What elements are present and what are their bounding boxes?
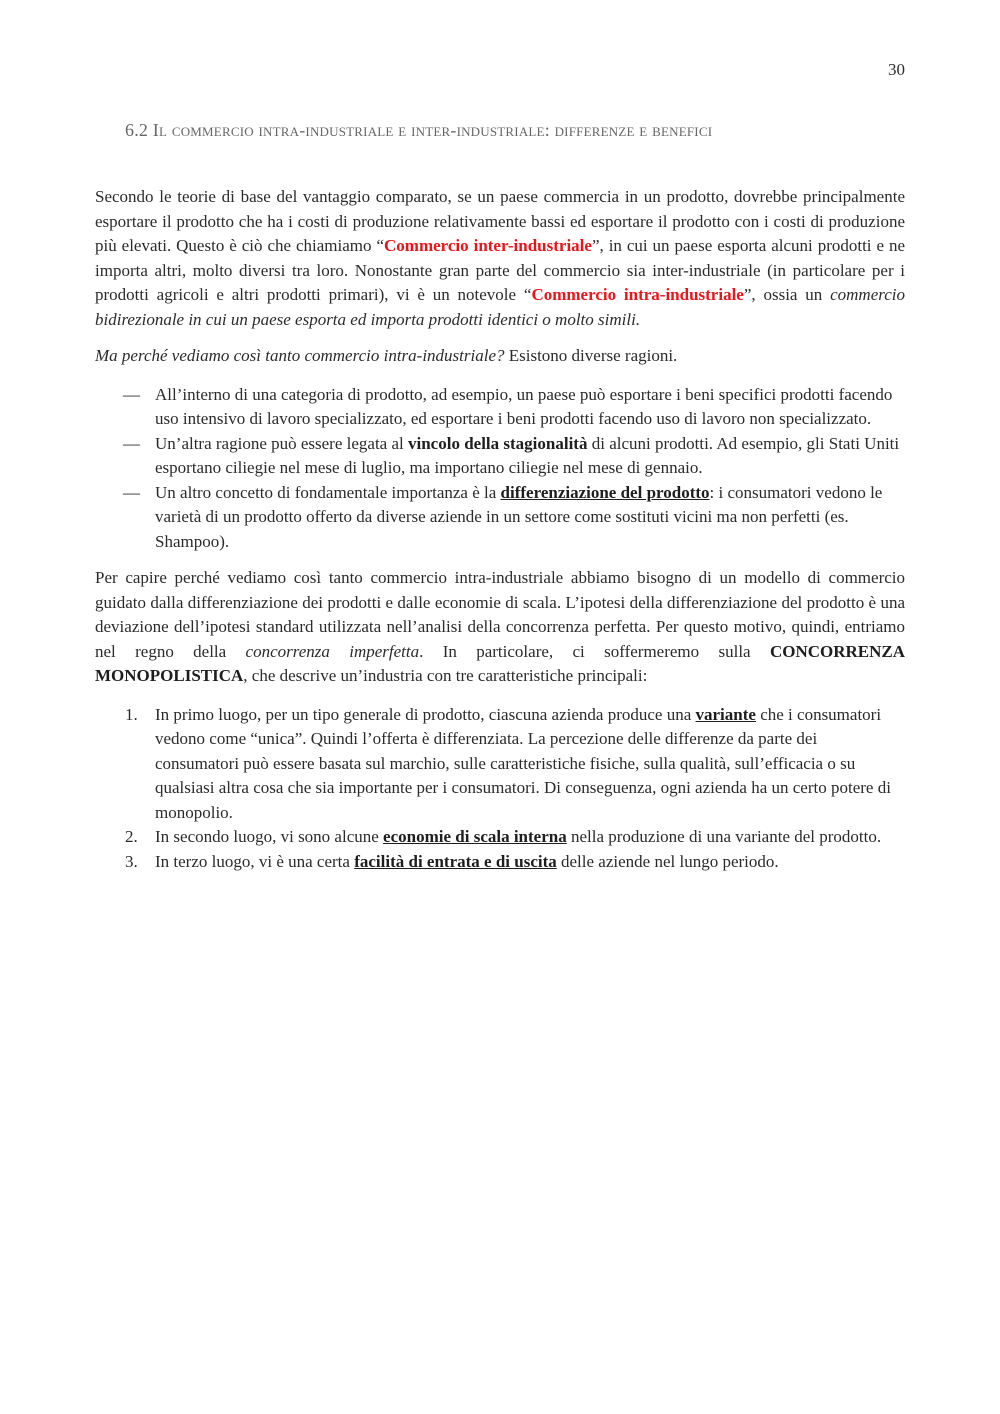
text: In terzo luogo, vi è una certa [155,851,355,871]
list-item [95,825,905,850]
text: , che descrive un’industria con tre caratteristiche principali: [243,666,648,685]
text: Un altro concetto di fondamentale importanza è la [155,482,501,502]
question-italic: Ma perché vediamo così tanto commercio intra-industriale? [95,346,505,365]
text: ”, in cui un paese esporta alcuni prodotti e ne importa altri, molto diversi tra loro. Nonostante gran parte del commercio sia inter-industriale (in particolare per i prodotti agricoli e altri prodotti primari), vi è un notevole “ [95,236,905,304]
term-imperfect-competition: concorrenza imperfetta [245,641,420,661]
section-heading: 6.2 Il commercio intra-industriale e inter-industriale: differenze e benefici [125,120,713,140]
term-intra-industrial: Commercio intra-industriale [531,285,744,304]
list-item [95,850,905,875]
list-item [95,383,905,432]
paragraph-question [95,344,905,369]
dash-marker: — [123,482,140,502]
dash-marker: — [123,433,140,453]
term-product-differentiation: differenziazione del prodotto [500,482,710,502]
term-monopolistic-competition: CONCORRENZA MONOPOLISTICA [95,641,905,685]
text: . In particolare, ci soffermeremo sulla [419,641,770,661]
text: Esistono diverse ragioni. [504,346,678,365]
reasons-list [95,383,905,555]
definition-italic: commercio bidirezionale in cui un paese esporta ed importa prodotti identici o molto simili. [95,285,905,329]
text: In secondo luogo, vi sono alcune [155,827,384,846]
dash-marker: — [123,384,140,404]
text: delle aziende nel lungo periodo. [556,851,779,871]
list-item [95,432,905,481]
text: : i consumatori vedono le varietà di un prodotto offerto da diverse aziende in un settore come sostituti vicini ma non perfetti (es. Shampoo). [155,482,883,551]
term-variant: variante [695,704,756,724]
list-item [95,481,905,555]
text: All’interno di una categoria di prodotto, ad esempio, un paese può esportare i beni specifici prodotti facendo uso intensivo di lavoro specializzato, ed esportare i beni prodotti facendo uso di lavoro non specializzato. [155,384,893,428]
term-seasonality: vincolo della stagionalità [408,433,588,453]
number-marker: 3. [125,851,138,871]
term-inter-industrial: Commercio inter-industriale [384,236,592,255]
page-number: 30 [888,60,905,79]
paragraph-intro [95,185,905,332]
characteristics-list [95,703,905,875]
page-body [95,185,905,874]
number-marker: 1. [125,704,138,724]
text: Secondo le teorie di base del vantaggio comparato, se un paese commercia in un prodotto, dovrebbe principalmente esportare il prodotto che ha i costi di produzione relativamente bassi ed esportare il prodotto con i costi di produzione più elevati. Questo è ciò che chiamiamo “ [95,187,905,255]
text: di alcuni prodotti. Ad esempio, gli Stati Uniti esportano ciliegie nel mese di luglio, ma importano ciliegie nel mese di gennaio. [155,433,900,477]
term-entry-exit: facilità di entrata e di uscita [354,851,557,871]
paragraph-model [95,566,905,689]
text: In primo luogo, per un tipo generale di prodotto, ciascuna azienda produce una [155,704,696,724]
number-marker: 2. [125,827,138,846]
term-economies-of-scale: economie di scala interna [383,827,567,846]
text: che i consumatori vedono come “unica”. Quindi l’offerta è differenziata. La percezione delle differenze da parte dei consumatori può essere basata sul marchio, sulle caratteristiche fisiche, sulla qualità, sull’efficacia o su qualsiasi altra cosa che sia importante per i consumatori. Di conseguenza, ogni azienda ha un certo potere di monopolio. [155,704,891,822]
text: Per capire perché vediamo così tanto commercio intra-industriale abbiamo bisogno di un modello di commercio guidato dalla differenziazione dei prodotti e dalle economie di scala. L’ipotesi della differenziazione del prodotto è una deviazione dell’ipotesi standard utilizzata nell’analisi della concorrenza perfetta. Per questo motivo, quindi, entriamo nel regno della [95,568,905,661]
text: ”, ossia un [743,285,831,304]
text: Un’altra ragione può essere legata al [155,433,408,453]
list-item [95,703,905,826]
text: nella produzione di una variante del prodotto. [566,827,882,846]
